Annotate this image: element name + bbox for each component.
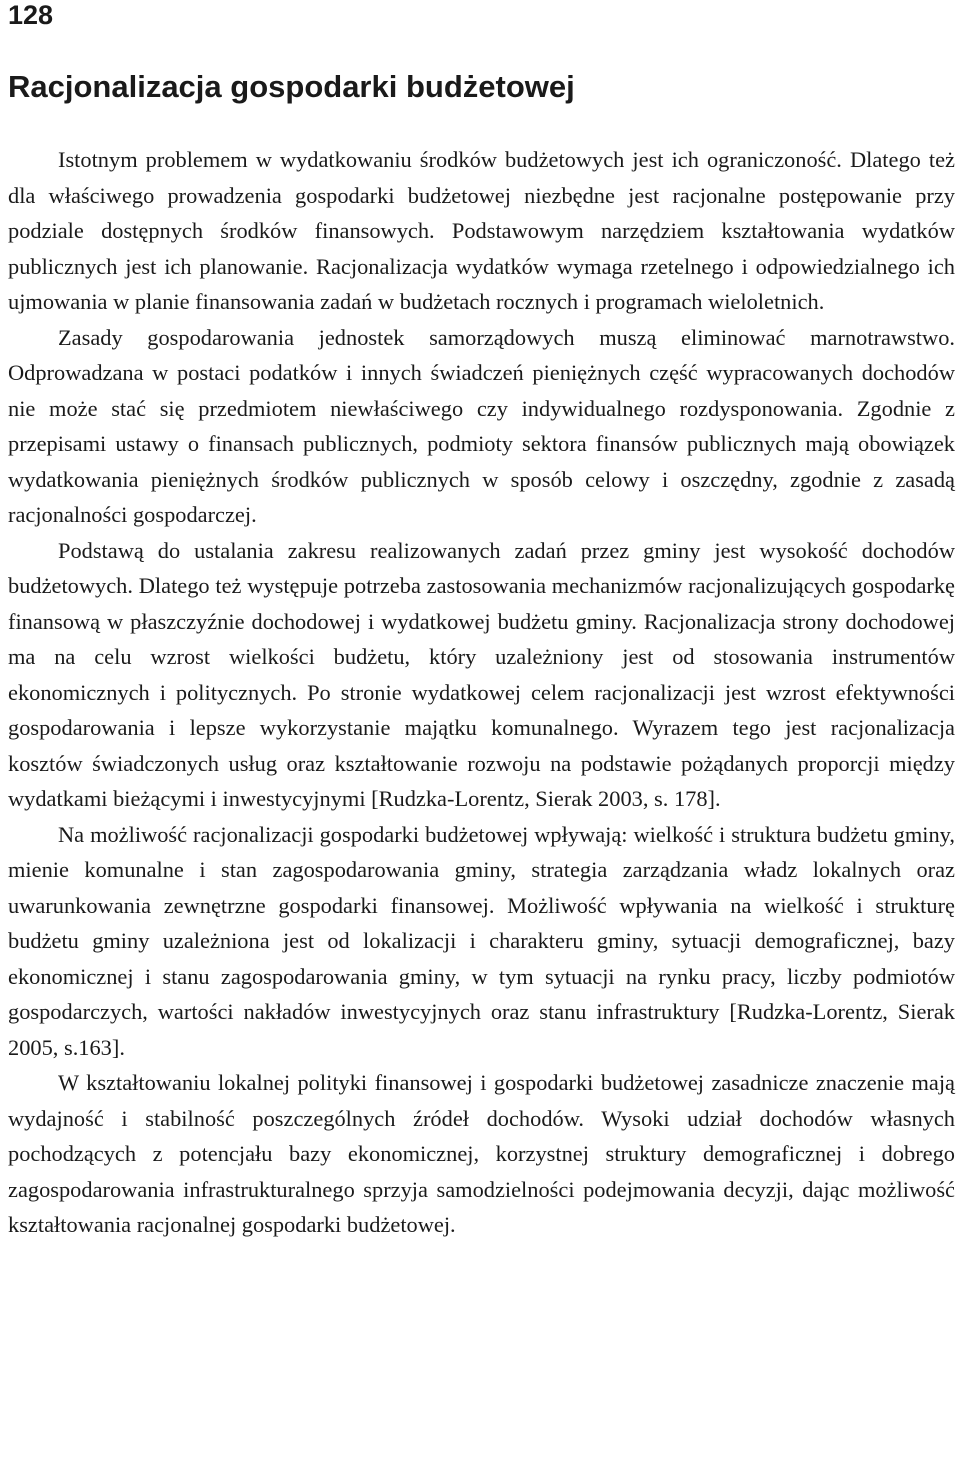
page-number: 128 bbox=[8, 0, 54, 30]
paragraph-1: Istotnym problemem w wydatkowaniu środków budżetowych jest ich ograniczoność. Dlatego też dla właściwego prowadzenia gospodarki budżetowej niezbędne jest racjonalne postępowanie przy podziale dostępnych środków finansowych. Podstawowym narzędziem kształtowania wydatków publicznych jest ich planowanie. Racjonalizacja wydatków wymaga rzetelnego i odpowiedzialnego ich ujmowania w planie finansowania zadań w budżetach rocznych i programach wieloletnich. bbox=[8, 147, 955, 314]
paragraph-3: Podstawą do ustalania zakresu realizowanych zadań przez gminy jest wysokość dochodów budżetowych. Dlatego też występuje potrzeba zastosowania mechanizmów racjonalizujących gospodarkę finansową w płaszczyźnie dochodowej i wydatkowej budżetu gminy. Racjonalizacja strony dochodowej ma na celu wzrost wielkości budżetu, który uzależniony jest od stosowania instrumentów ekonomicznych i politycznych. Po stronie wydatkowej celem racjonalizacji jest wzrost efektywności gospodarowania i lepsze wykorzystanie majątku komunalnego. Wyrazem tego jest racjonalizacja kosztów świadczonych usług oraz kształtowanie rozwoju na podstawie pożądanych proporcji między wydatkami bieżącymi i inwestycyjnymi [Rudzka-Lorentz, Sierak 2003, s. 178]. bbox=[8, 537, 955, 811]
chapter-title: Racjonalizacja gospodarki budżetowej bbox=[8, 69, 575, 104]
paragraph-2: Zasady gospodarowania jednostek samorządowych muszą eliminować marnotrawstwo. Odprowadzana w postaci podatków i innych świadczeń pieniężnych część wypracowanych dochodów nie może stać się przedmiotem niewłaściwego czy indywidualnego rozdysponowania. Zgodnie z przepisami ustawy o finansach publicznych, podmioty sektora finansów publicznych mają obowiązek wydatkowania pieniężnych środków publicznych w sposób celowy i oszczędny, zgodnie z zasadą racjonalności gospodarczej. bbox=[8, 324, 955, 527]
paragraph-5: W kształtowaniu lokalnej polityki finansowej i gospodarki budżetowej zasadnicze znaczenie mają wydajność i stabilność poszczególnych źródeł dochodów. Wysoki udział dochodów własnych pochodzących z potencjału bazy ekonomicznej, korzystnej struktury demograficznej i dobrego zagospodarowania infrastrukturalnego sprzyja samodzielności podejmowania decyzji, dając możliwość kształtowania racjonalnej gospodarki budżetowej. bbox=[8, 1070, 955, 1237]
body-text bbox=[8, 142, 955, 1243]
paragraph-4: Na możliwość racjonalizacji gospodarki budżetowej wpływają: wielkość i struktura budżetu gminy, mienie komunalne i stan zagospodarowania gminy, strategia zarządzania władz lokalnych oraz uwarunkowania zewnętrzne gospodarki finansowej. Możliwość wpływania na wielkość i strukturę budżetu gminy uzależniona jest od lokalizacji i charakteru gminy, sytuacji demograficznej, bazy ekonomicznej i stanu zagospodarowania gminy, w tym sytuacji na rynku pracy, liczby podmiotów gospodarczych, wartości nakładów inwestycyjnych oraz stanu infrastruktury [Rudzka-Lorentz, Sierak 2005, s.163]. bbox=[8, 821, 955, 1060]
